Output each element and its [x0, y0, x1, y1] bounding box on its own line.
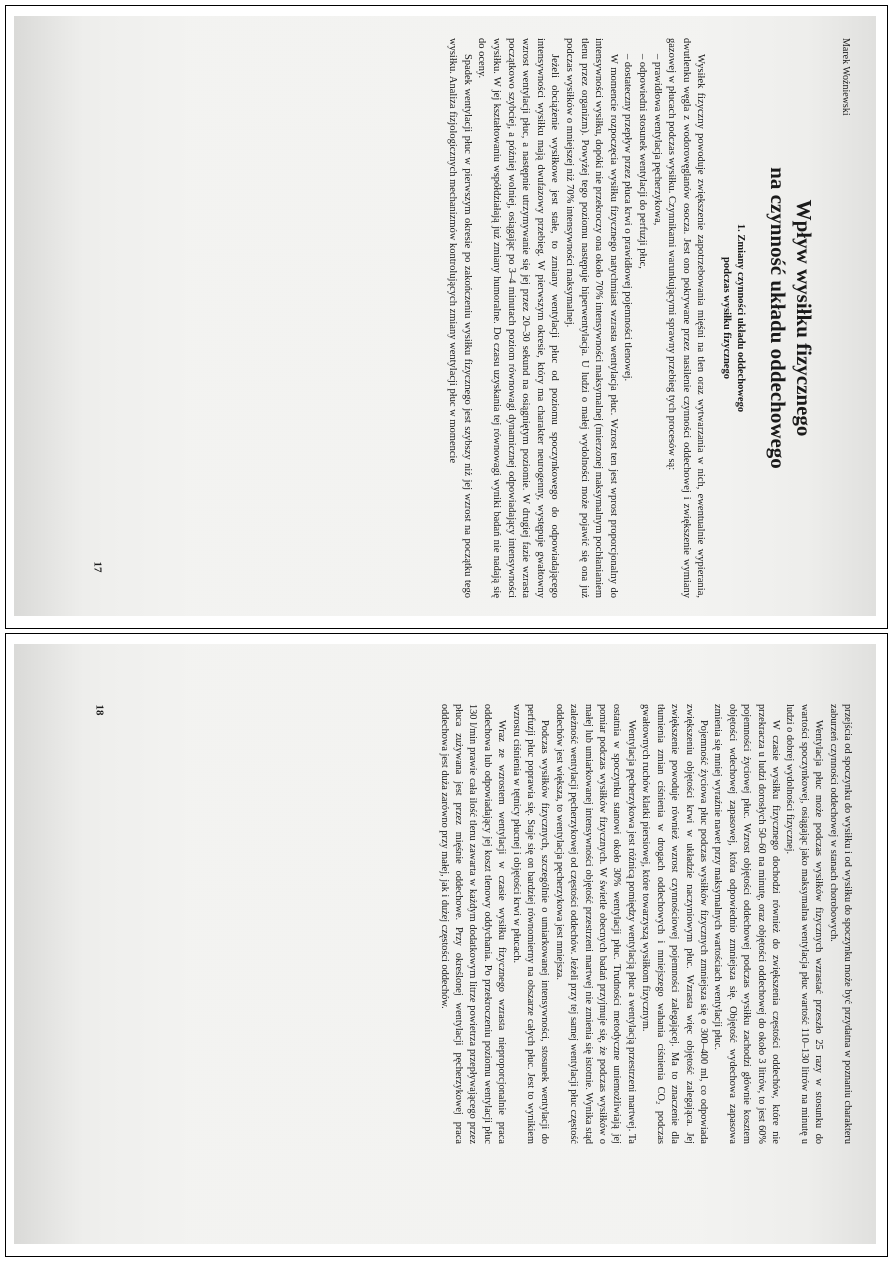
paragraph: Jeżeli obciążenie wysiłkowe jest stałe, to zmiany wentylacji płuc od poziomu spoczynkowego do odpowiadającego intensywności wysiłku mają dwufazowy przebieg. W pierwszym okresie, który ma charakter neurogenny, występuje gwałtowny wzrost wentylacji płuc, a następnie utrzymywanie się jej przez 20–30 sekund na osiągniętym poziomie. W drugiej fazie wzrasta początkowo szybciej, a później wolniej, osiągając po 3–4 minutach poziom równowagi dynamicznej odpowiadający intensywności wysiłku. W jej kształtowaniu współdziałają już zmiany humoralne. Do czasu uzyskania tej równowagi wyniki badań nie nadają się do oceny.: [476, 38, 561, 598]
paragraph: Wentylacja płuc może podczas wysiłków fizycznych wzrastać przeszło 25 razy w stosunku do wartości spoczynkowej, osiągając jako maksymalna wentylacja płuc wartość 110–130 litrów na minutę u ludzi o dobrej wydolności fizycznej.: [784, 704, 825, 1144]
list-item: – dostateczny przepływ przez płuca krwi o prawidłowej pojemności tlenowej.: [620, 54, 635, 598]
author: Marek Woźniewski: [840, 38, 851, 116]
list-item: – prawidłowa wentylacja pęcherzykowa,: [649, 54, 664, 598]
page-17-text: [445, 38, 852, 598]
title-line-2: na czynność układu oddechowego: [766, 167, 791, 469]
paragraph: W momencie rozpoczęcia wysiłku fizycznego natychmiast wzrasta wentylacja płuc. Wzrost ten jest wprost proporcjonalny do intensywności wysiłku, dopóki nie przekroczy ona około 70% intensywności maksymalnej (mierzonej maksymalnym pochłanianiem tlenu przez organizm). Powyżej tego poziomu następuje hiperwentylacja. U ludzi o małej wydolności może pojawić się ona już podczas wysiłków o mniejszej niż 70% intensywności maksymalnej.: [564, 38, 619, 598]
page-number: 18: [93, 704, 106, 716]
section-heading: [719, 38, 747, 598]
page-18-text: [436, 704, 854, 1144]
paragraph: Spadek wentylacji płuc w pierwszym okresie po zakończeniu wysiłku fizycznego jest szybszy niż jej wzrost na początku tego wysiłku. Analiza fizjologicznych mechanizmów kontrolujących zmiany wentylacji płuc w momencie: [447, 38, 473, 598]
page-17: [14, 16, 876, 616]
paragraph: Wraz ze wzrostem wentylacji w czasie wysiłku fizycznego wzrasta nieproporcjonalnie praca oddechowa lub odpowiadający jej koszt tlenowy oddychania. Po przekroczeniu poziomu wentylacji płuc 130 l/min prawie cała ilość tlenu zawarta w każdym dodatkowym litrze powietrza przepływającego przez płuca zużywana jest przez mięśnie oddechowe. Przy określonej wentylacji pęcherzykowej praca oddechowa jest duża zarówno przy małej, jak i dużej częstości oddechów.: [438, 704, 508, 1144]
paragraph: Wysiłek fizyczny powoduje zwiększenie zapotrzebowania mięśni na tlen oraz wytwarzania w nich, ewentualnie wypierania, dwutlenku węgla z wodorowęglanów osocza. Jest ono pokrywane przez nasilenie czynności oddechowej i zwiększenie wymiany gazowej w płucach podczas wysiłku. Czynnikami warunkującymi sprawny przebieg tych procesów są:: [666, 38, 707, 598]
page-number: 17: [91, 561, 104, 573]
paragraph: Pojemność życiowa płuc podczas wysiłków fizycznych zmniejsza się o 300–400 ml, co odpowiada zwiększeniu objętości krwi w układzie naczyniowym płuc. Wzrasta więc objętość zalegająca. Jej zwiększenie powoduje również wzrost czynnościowej pojemności zalegającej. Ma to znaczenie dla tłumienia zmian ciśnienia w drogach oddechowych i mniejszego wahania ciśnienia CO₂ podczas gwałtownych ruchów klatki piersiowej, które towarzyszą wysiłkom fizycznym.: [640, 704, 709, 1144]
paragraph: Wentylacja pęcherzykowa jest różnicą pomiędzy wentylacją płuc a wentylacją przestrzeni martwej. Ta ostatnia w spoczynku stanowi około 30% wentylacji płuc. Trudności metodyczne uniemożliwiają jej pomiar podczas wysiłków fizycznych. W świetle obecnych badań przyjmuje się, że podczas wysiłków o małej lub umiarkowanej intensywności objętość przestrzeni martwej nie zmienia się istotnie. Wynika stąd zależność wentylacji pęcherzykowej od częstości oddechów. Jeżeli przy tej samej wentylacji płuc częstość oddechów jest większa, to wentylacja pęcherzykowa jest mniejsza.: [553, 704, 637, 1144]
section-heading-line-1: 1. Zmiany czynności układu oddechowego: [735, 223, 747, 413]
factor-list: [620, 38, 664, 598]
scan-frame-bottom: [5, 633, 888, 1257]
paragraph: W czasie wysiłku fizycznego dochodzi również do zwiększenia częstości oddechów, które nie przekracza u ludzi dorosłych 50–60 na minutę, oraz objętości oddechowej do około 3 litrów, to jest 60% pojemności życiowej płuc. Wzrost objętości oddechowej podczas wysiłku zachodzi głównie kosztem objętości wdechowej zapasowej, która odpowiednio zmniejsza się. Objętość wydechowa zapasowa zmienia się mniej wyraźnie nawet przy maksymalnych wartościach wentylacji płuc.: [712, 704, 781, 1144]
title-line-1: Wpływ wysiłku fizycznego: [792, 199, 817, 437]
paragraph: przejścia od spoczynku do wysiłku i od wysiłku do spoczynku może być przydatna w poznaniu charakteru zaburzeń czynności oddechowej w stanach chorobowych.: [827, 704, 853, 1144]
section-heading-line-2: podczas wysiłku fizycznego: [721, 257, 733, 379]
article-title: [765, 38, 817, 598]
scan-frame-top: [5, 5, 888, 629]
paragraph: Podczas wysiłków fizycznych, szczególnie o umiarkowanej intensywności, stosunek wentylacji do perfuzji płuc poprawia się. Staje się on bardziej równomierny na obszarze całych płuc. Jest to wynikiem wzrostu ciśnienia w tętnicy płucnej i objętości krwi w płucach.: [510, 704, 551, 1144]
page-18: [14, 644, 876, 1244]
list-item: – odpowiedni stosunek wentylacji do perfuzji płuc,: [634, 54, 649, 598]
